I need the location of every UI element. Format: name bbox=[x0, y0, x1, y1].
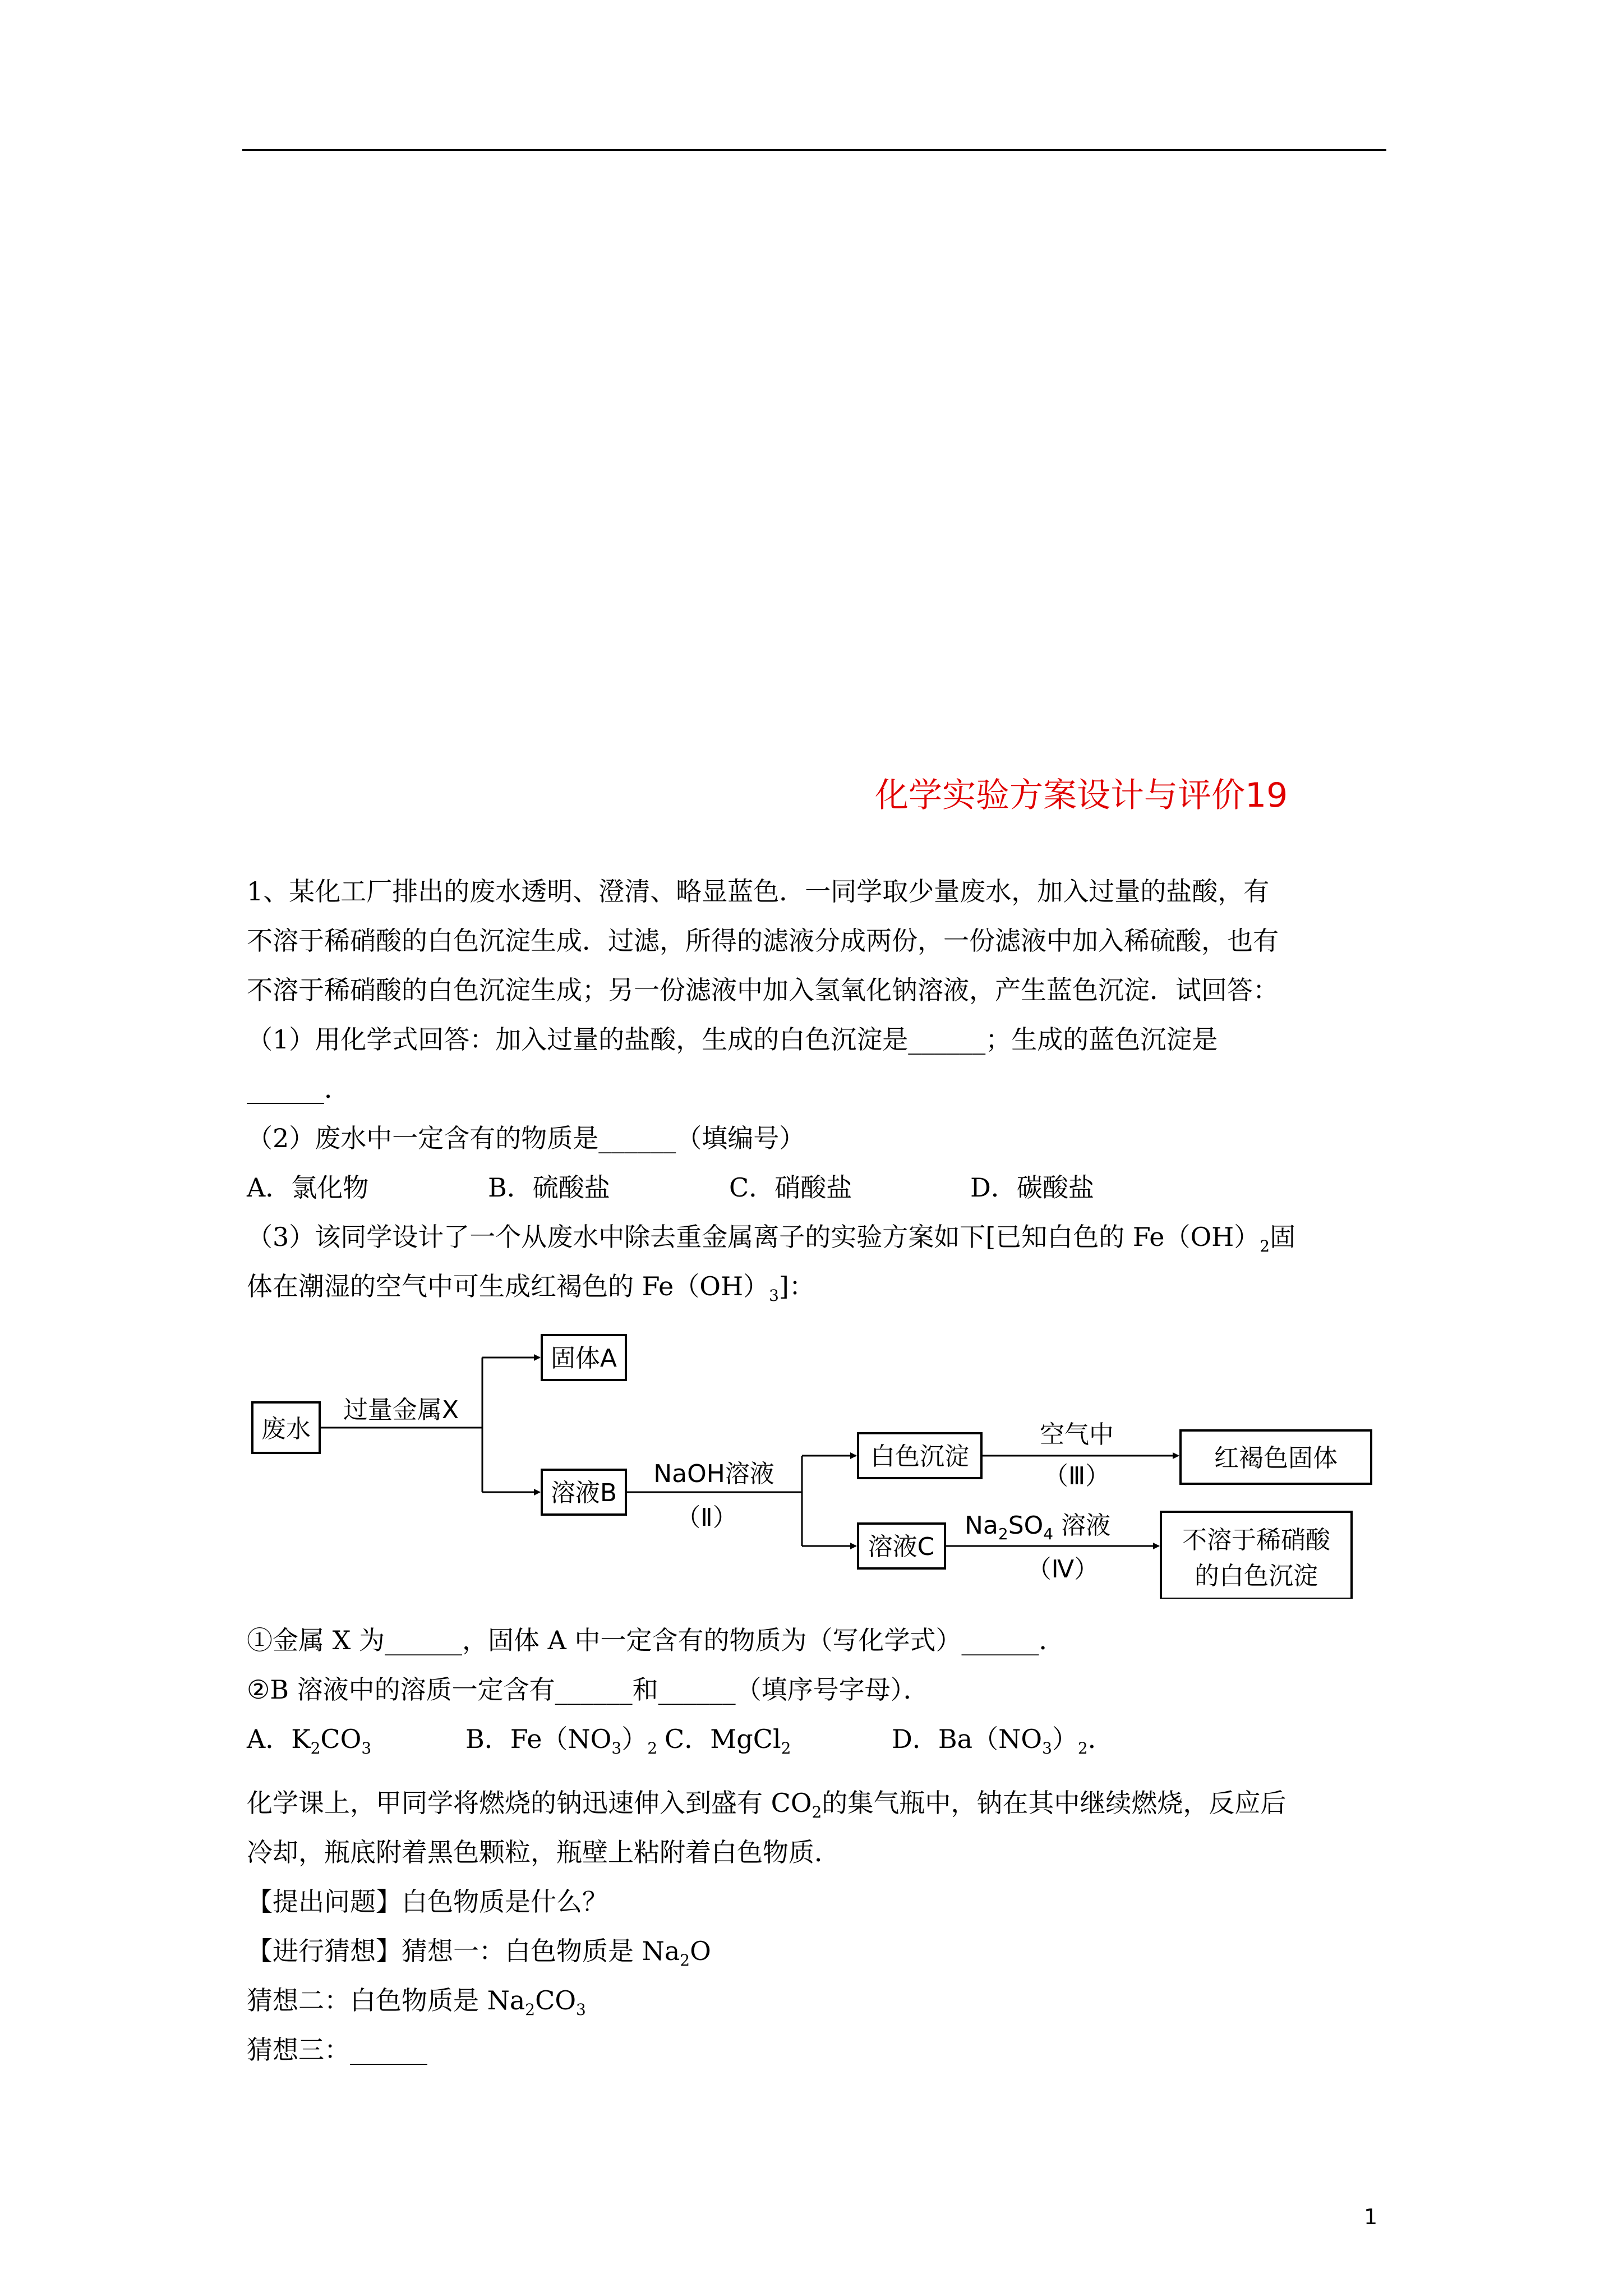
text: 体在潮湿的空气中可生成红褐色的 Fe（OH） bbox=[247, 1271, 769, 1301]
q2-line-4 bbox=[247, 1926, 1391, 1976]
label-air: 空气中 bbox=[1040, 1420, 1114, 1449]
q1-part1-line-2: ______． bbox=[247, 1074, 350, 1104]
option-a: A．氯化物 bbox=[247, 1172, 369, 1203]
subscript: 2 bbox=[1260, 1237, 1270, 1255]
q1-part2: （2）废水中一定含有的物质是______（填编号） bbox=[247, 1123, 805, 1153]
text: C．MgCl bbox=[665, 1724, 781, 1754]
subscript: 2 bbox=[680, 1951, 690, 1970]
option-b bbox=[465, 1714, 665, 1764]
subscript: 2 bbox=[1077, 1739, 1088, 1757]
option-a bbox=[247, 1714, 465, 1764]
label-solid-a: 固体A bbox=[550, 1344, 617, 1373]
question-2 bbox=[247, 1778, 1391, 2074]
label-solution-c: 溶液C bbox=[868, 1533, 935, 1561]
subscript: 2 bbox=[811, 1803, 822, 1821]
q1-sub-2-options bbox=[247, 1714, 1391, 1764]
q2-line-5 bbox=[247, 1976, 1391, 2025]
label-white-ppt: 白色沉淀 bbox=[870, 1442, 969, 1471]
text: CO bbox=[535, 1985, 577, 2016]
q1-stem-line-2: 不溶于稀硝酸的白色沉淀生成．过滤，所得的滤液分成两份，一份滤液中加入稀硫酸，也有 bbox=[247, 926, 1279, 956]
text: ]： bbox=[778, 1271, 815, 1301]
text: ） bbox=[621, 1724, 648, 1754]
label-solution-b: 溶液B bbox=[550, 1479, 617, 1507]
q2-line-2: 冷却，瓶底附着黑色颗粒，瓶壁上粘附着白色物质． bbox=[247, 1837, 840, 1867]
text: Na bbox=[965, 1511, 998, 1540]
q1-part3-line-2 bbox=[247, 1262, 1391, 1311]
question-1 bbox=[247, 867, 1391, 1311]
q1-part2-options bbox=[247, 1163, 1391, 1212]
q1-stem-line-1: 1、某化工厂排出的废水透明、澄清、略显蓝色．一同学取少量废水，加入过量的盐酸，有 bbox=[247, 876, 1270, 907]
flow-diagram bbox=[241, 1318, 1408, 1599]
label-insoluble-1: 不溶于稀硝酸 bbox=[1182, 1526, 1330, 1554]
subscript: 3 bbox=[1042, 1739, 1052, 1757]
text: SO bbox=[1008, 1511, 1044, 1540]
header-rule bbox=[242, 149, 1386, 151]
label-red-brown: 红褐色固体 bbox=[1214, 1444, 1338, 1473]
label-na2so4 bbox=[965, 1511, 1110, 1543]
subscript: 2 bbox=[310, 1739, 321, 1757]
subscript: 2 bbox=[647, 1739, 658, 1757]
text: （3）该同学设计了一个从废水中除去重金属离子的实验方案如下[已知白色的 Fe（OH） bbox=[247, 1222, 1260, 1252]
subscript: 2 bbox=[781, 1739, 791, 1757]
text: 固 bbox=[1270, 1222, 1296, 1252]
q1-sub-1: ①金属 X 为______，固体 A 中一定含有的物质为（写化学式）______． bbox=[247, 1625, 1065, 1655]
q1-part3-line-1 bbox=[247, 1212, 1391, 1262]
text: CO bbox=[320, 1724, 362, 1754]
text: 的集气瓶中，钠在其中继续燃烧，反应后 bbox=[822, 1788, 1287, 1818]
label-insoluble-2: 的白色沉淀 bbox=[1195, 1562, 1318, 1590]
text: ． bbox=[1087, 1724, 1114, 1754]
text: A．K bbox=[247, 1724, 311, 1754]
text: 【进行猜想】猜想一：白色物质是 Na bbox=[247, 1936, 680, 1966]
label-step-3: （Ⅲ） bbox=[1043, 1462, 1110, 1490]
subscript: 3 bbox=[769, 1286, 779, 1305]
text: B．Fe（NO bbox=[465, 1724, 612, 1754]
document-title: 化学实验方案设计与评价19 bbox=[875, 776, 1288, 815]
text: D．Ba（NO bbox=[892, 1724, 1043, 1754]
q1-sub-2: ②B 溶液中的溶质一定含有______和______（填序号字母）． bbox=[247, 1674, 929, 1705]
label-reagent-x: 过量金属X bbox=[343, 1396, 459, 1424]
subscript: 3 bbox=[611, 1739, 622, 1757]
q1-stem-line-3: 不溶于稀硝酸的白色沉淀生成；另一份滤液中加入氢氧化钠溶液，产生蓝色沉淀．试回答： bbox=[247, 975, 1279, 1005]
option-c: C．硝酸盐 bbox=[729, 1172, 852, 1203]
q2-line-3: 【提出问题】白色物质是什么？ bbox=[247, 1887, 608, 1917]
text: ） bbox=[1052, 1724, 1078, 1754]
subscript: 3 bbox=[361, 1739, 372, 1757]
subscript: 4 bbox=[1043, 1525, 1054, 1543]
option-d bbox=[892, 1714, 1114, 1764]
q2-line-6: 猜想三：______ bbox=[247, 2035, 427, 2065]
label-naoh: NaOH溶液 bbox=[653, 1460, 774, 1488]
question-1-subparts bbox=[247, 1616, 1391, 1764]
subscript: 2 bbox=[525, 2000, 536, 2019]
text: 溶液 bbox=[1053, 1511, 1111, 1540]
label-step-2: （Ⅱ） bbox=[676, 1503, 737, 1532]
text: 化学课上，甲同学将燃烧的钠迅速伸入到盛有 CO bbox=[247, 1788, 812, 1818]
text: O bbox=[690, 1936, 711, 1966]
option-d: D．碳酸盐 bbox=[970, 1172, 1094, 1203]
label-step-4: （Ⅳ） bbox=[1026, 1555, 1099, 1584]
label-waste: 废水 bbox=[261, 1415, 311, 1443]
option-c bbox=[665, 1714, 892, 1764]
option-b: B．硫酸盐 bbox=[488, 1172, 610, 1203]
q2-line-1 bbox=[247, 1778, 1391, 1828]
q1-part1-line-1: （1）用化学式回答：加入过量的盐酸，生成的白色沉淀是______；生成的蓝色沉淀是 bbox=[247, 1024, 1218, 1055]
page-number: 1 bbox=[1364, 2205, 1378, 2229]
subscript: 2 bbox=[998, 1525, 1008, 1543]
text: 猜想二：白色物质是 Na bbox=[247, 1985, 525, 2016]
subscript: 3 bbox=[576, 2000, 586, 2019]
